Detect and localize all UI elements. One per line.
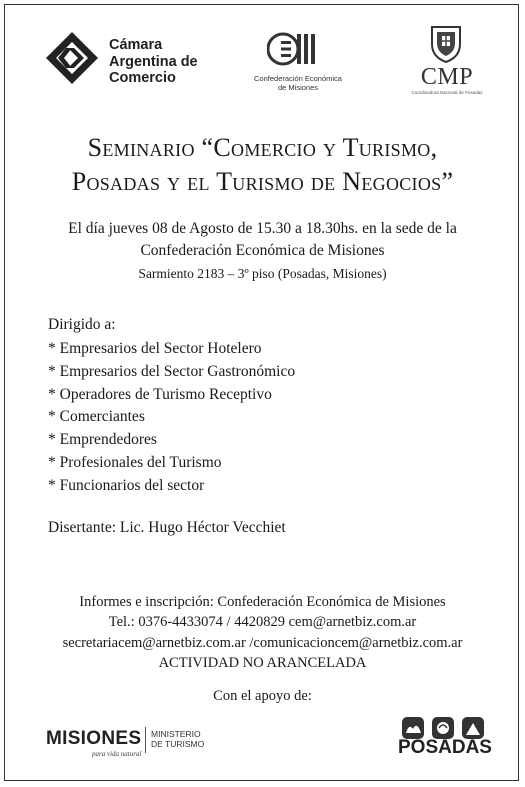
ministry-label: MINISTERIO DE TURISMO bbox=[151, 729, 205, 749]
registration-info: Informes e inscripción: Confederación Económica de Misiones bbox=[79, 594, 446, 610]
cem-logo-text: Confederación Económica de Misiones bbox=[254, 74, 342, 92]
posadas-logo-text: POSADAS bbox=[398, 737, 492, 758]
misiones-tagline: para vida natural bbox=[92, 750, 142, 758]
free-activity-notice: ACTIVIDAD NO ARANCELADA bbox=[158, 655, 367, 671]
audience-item: * Emprendedores bbox=[48, 431, 157, 449]
support-label: Con el apoyo de: bbox=[213, 688, 312, 704]
contact-emails: secretariacem@arnetbiz.com.ar /comunicacioncem@arnetbiz.com.ar bbox=[62, 635, 463, 651]
misiones-logo-text: MISIONES bbox=[46, 728, 142, 749]
event-date-line: El día jueves 08 de Agosto de 15.30 a 18.30hs. en la sede de la bbox=[68, 220, 457, 237]
audience-item: * Comerciantes bbox=[48, 408, 145, 426]
speaker-line: Disertante: Lic. Hugo Héctor Vecchiet bbox=[48, 519, 286, 536]
event-address: Sarmiento 2183 – 3º piso (Posadas, Misiones) bbox=[138, 266, 387, 281]
audience-list bbox=[48, 338, 295, 498]
contact-phone-email: Tel.: 0376-4433074 / 4420829 cem@arnetbiz.com.ar bbox=[108, 614, 417, 630]
cac-logo-text: Cámara Argentina de Comercio bbox=[109, 37, 198, 86]
audience-item: * Funcionarios del sector bbox=[48, 476, 205, 494]
seminar-title-line-2: Posadas y el Turismo de Negocios” bbox=[71, 167, 454, 196]
cem-logo-icon bbox=[267, 28, 323, 70]
cmp-logo-subtitle: Coordinadora Nacional de Posadas bbox=[411, 90, 483, 95]
seminar-title-line-1: Seminario “Comercio y Turismo, bbox=[87, 133, 438, 162]
cmp-shield-icon bbox=[428, 24, 464, 64]
audience-item: * Empresarios del Sector Gastronómico bbox=[48, 362, 296, 380]
misiones-divider bbox=[145, 727, 146, 753]
audience-item: * Empresarios del Sector Hotelero bbox=[48, 340, 262, 357]
audience-item: * Profesionales del Turismo bbox=[48, 453, 222, 471]
event-venue-line: Confederación Económica de Misiones bbox=[140, 242, 385, 259]
cmp-logo-text: CMP bbox=[420, 64, 474, 90]
audience-heading: Dirigido a: bbox=[48, 316, 116, 333]
audience-item: * Operadores de Turismo Receptivo bbox=[48, 385, 272, 403]
cac-logo-icon bbox=[44, 30, 100, 86]
